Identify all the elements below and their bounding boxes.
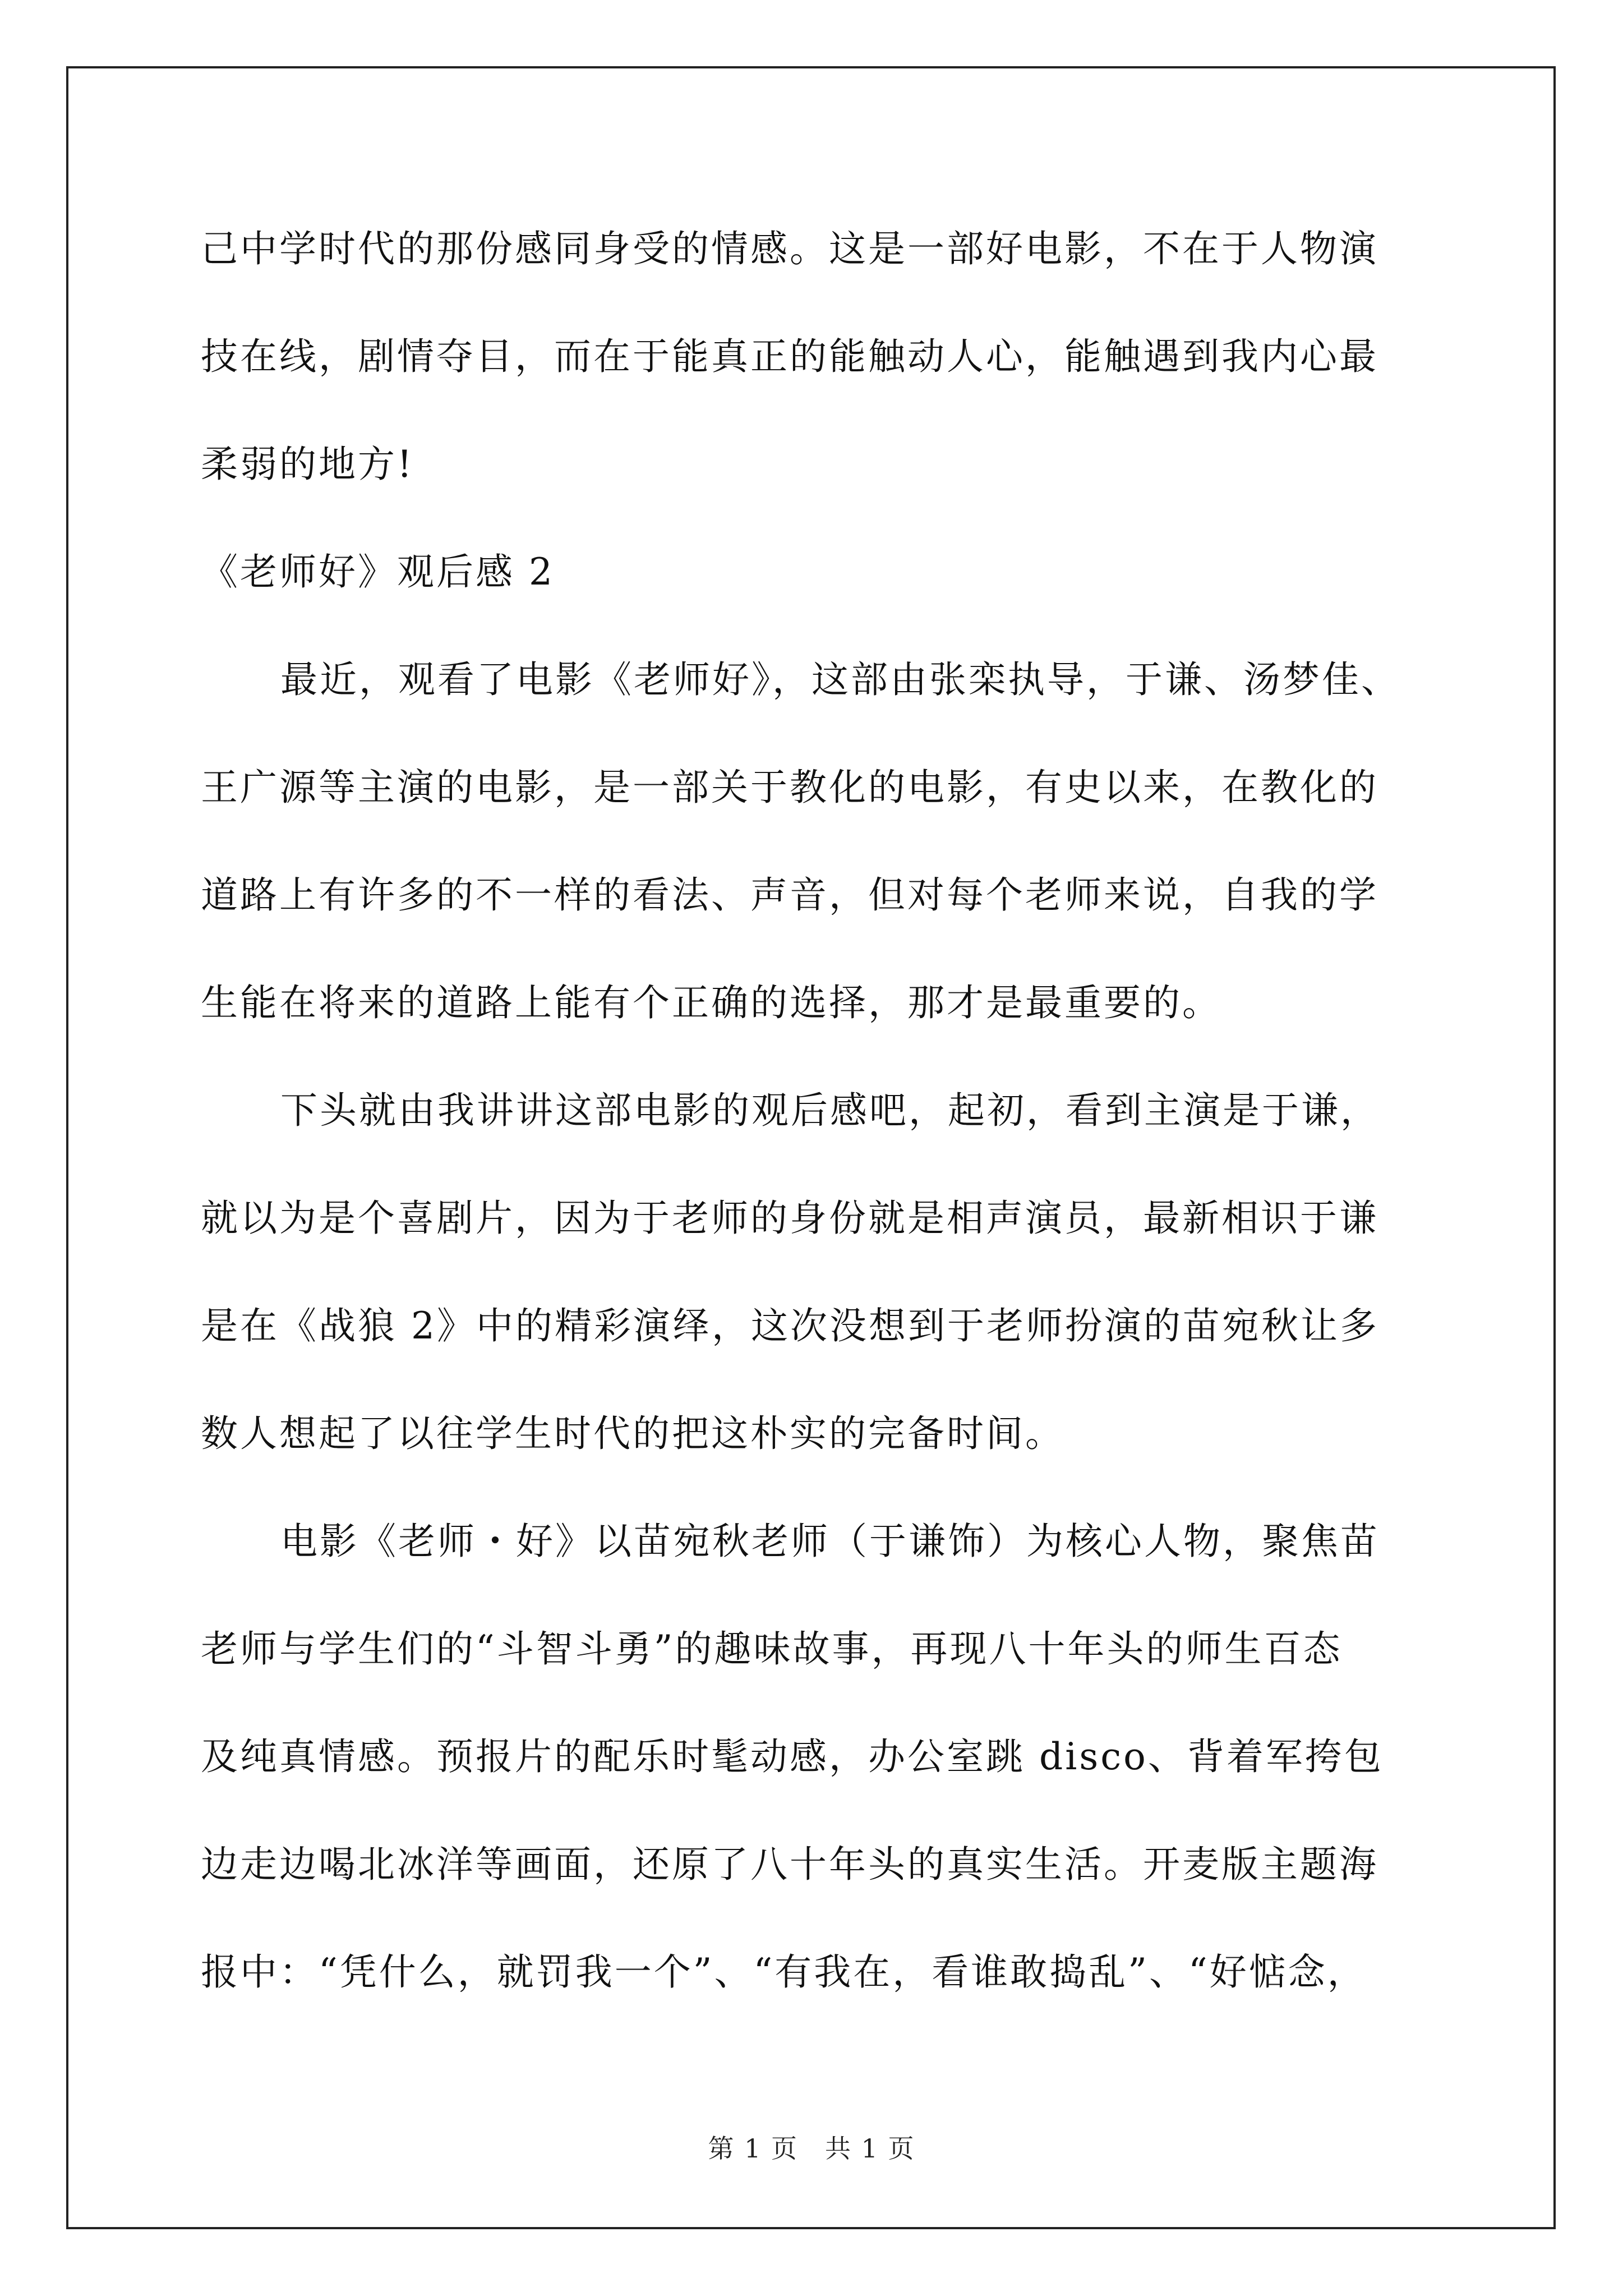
body-line: 己中学时代的那份感同身受的情感。这是一部好电影，不在于人物演 [201, 227, 1378, 270]
page-border [66, 66, 1556, 2229]
body-line: 及纯真情感。预报片的配乐时髦动感，办公室跳 disco、背着军挎包 [201, 1735, 1384, 1778]
body-line: 就以为是个喜剧片，因为于老师的身份就是相声演员，最新相识于谦 [201, 1197, 1378, 1240]
body-line: 老师与学生们的“斗智斗勇”的趣味故事，再现八十年头的师生百态 [201, 1627, 1343, 1671]
body-line: 边走边喝北冰洋等画面，还原了八十年头的真实生活。开麦版主题海 [201, 1843, 1378, 1886]
page-footer: 第 1 页 共 1 页 [708, 2133, 915, 2164]
paragraph-first-line: 电影《老师・好》以苗宛秋老师（于谦饰）为核心人物，聚焦苗 [280, 1520, 1380, 1563]
paragraph-first-line: 下头就由我讲讲这部电影的观后感吧，起初，看到主演是于谦， [280, 1089, 1380, 1132]
body-line: 柔弱的地方! [201, 443, 414, 486]
body-line: 王广源等主演的电影，是一部关于教化的电影，有史以来，在教化的 [201, 766, 1378, 809]
body-line: 数人想起了以往学生时代的把这朴实的完备时间。 [201, 1412, 1064, 1455]
body-line: 是在《战狼 2》中的精彩演绎，这次没想到于老师扮演的苗宛秋让多 [201, 1304, 1379, 1347]
section-heading: 《老师好》观后感 2 [201, 550, 555, 593]
paragraph-first-line: 最近，观看了电影《老师好》，这部由张栾执导，于谦、汤梦佳、 [280, 658, 1400, 701]
body-line: 报中：“凭什么，就罚我一个”、“有我在，看谁敢捣乱”、“好惦念， [201, 1950, 1367, 1994]
body-line: 技在线，剧情夺目，而在于能真正的能触动人心，能触遇到我内心最 [201, 335, 1378, 378]
body-line: 生能在将来的道路上能有个正确的选择，那才是最重要的。 [201, 981, 1221, 1024]
body-line: 道路上有许多的不一样的看法、声音，但对每个老师来说，自我的学 [201, 873, 1378, 917]
